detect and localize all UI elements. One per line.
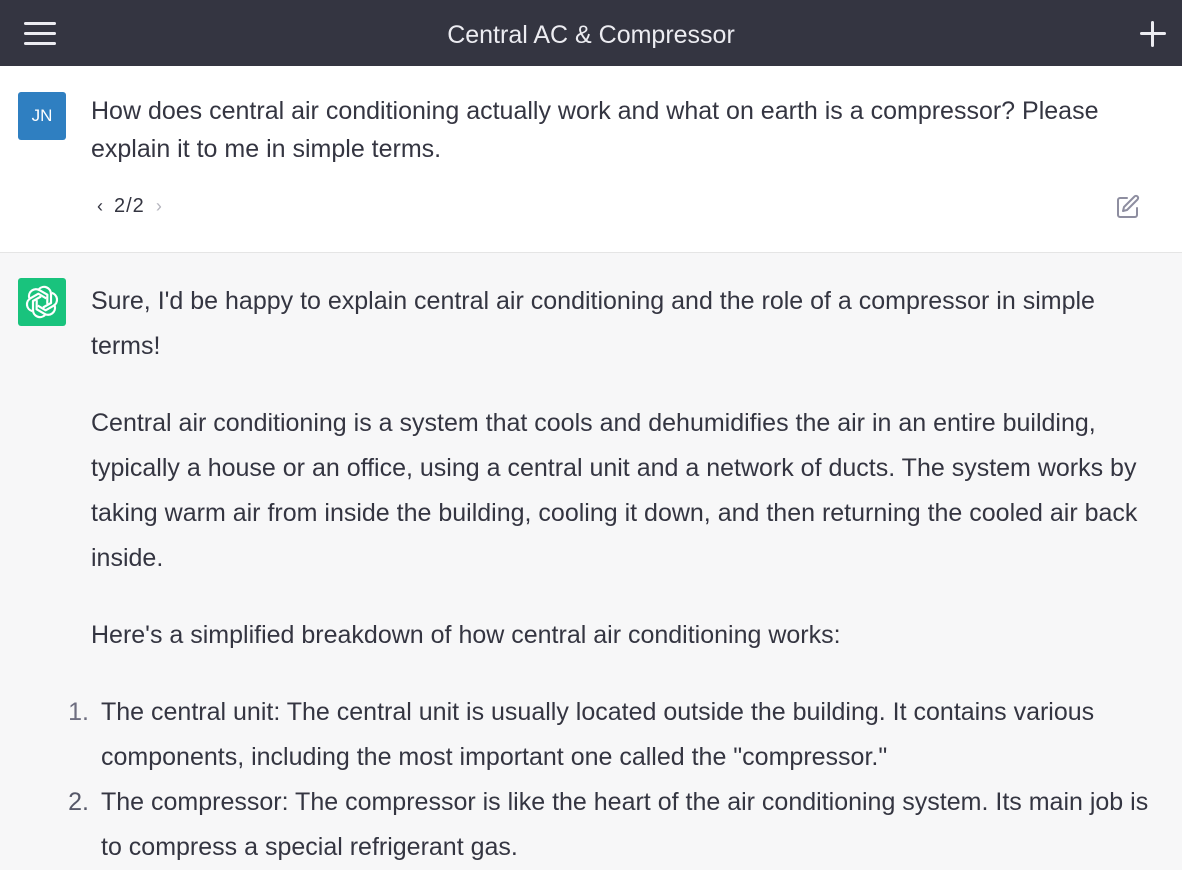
openai-logo-icon [18,278,66,326]
assistant-message [0,253,1182,870]
assistant-paragraph: Central air conditioning is a system that cools and dehumidifies the air in an entire building, typically a house or an office, using a central unit and a network of ducts. The system works by taking warm air from inside the building, cooling it down, and then returning the cooled air back inside. [91,409,1138,572]
previous-response-chevron-icon[interactable]: ‹ [97,196,103,216]
list-item-number: 1. [68,698,89,726]
assistant-paragraph: Sure, I'd be happy to explain central air conditioning and the role of a compressor in simple terms! [91,287,1095,360]
assistant-message-body [68,279,1151,870]
conversation-title: Central AC & Compressor [447,21,735,49]
list-item [68,780,1151,870]
new-chat-plus-icon[interactable] [1138,19,1168,49]
list-item-text: The central unit: The central unit is usually located outside the building. It contains various components, including the most important one called the "compressor." [101,698,1095,771]
list-item [68,690,1151,780]
list-item-text: The compressor: The compressor is like the heart of the air conditioning system. Its main job is to compress a special refrigerant gas. [101,788,1149,861]
user-avatar: JN [18,92,66,140]
response-pager [92,193,167,219]
numbered-list [68,690,1151,870]
top-bar [0,0,1182,66]
edit-icon[interactable] [1114,193,1142,221]
user-message [0,66,1182,253]
next-response-chevron-icon[interactable]: › [155,196,162,216]
assistant-paragraph: Here's a simplified breakdown of how central air conditioning works: [91,621,841,649]
user-message-text: How does central air conditioning actually work and what on earth is a compressor? Please explain it to me in simple terms. [91,97,1099,163]
response-count: 2/2 [114,195,145,217]
list-item-number: 2. [68,788,89,816]
